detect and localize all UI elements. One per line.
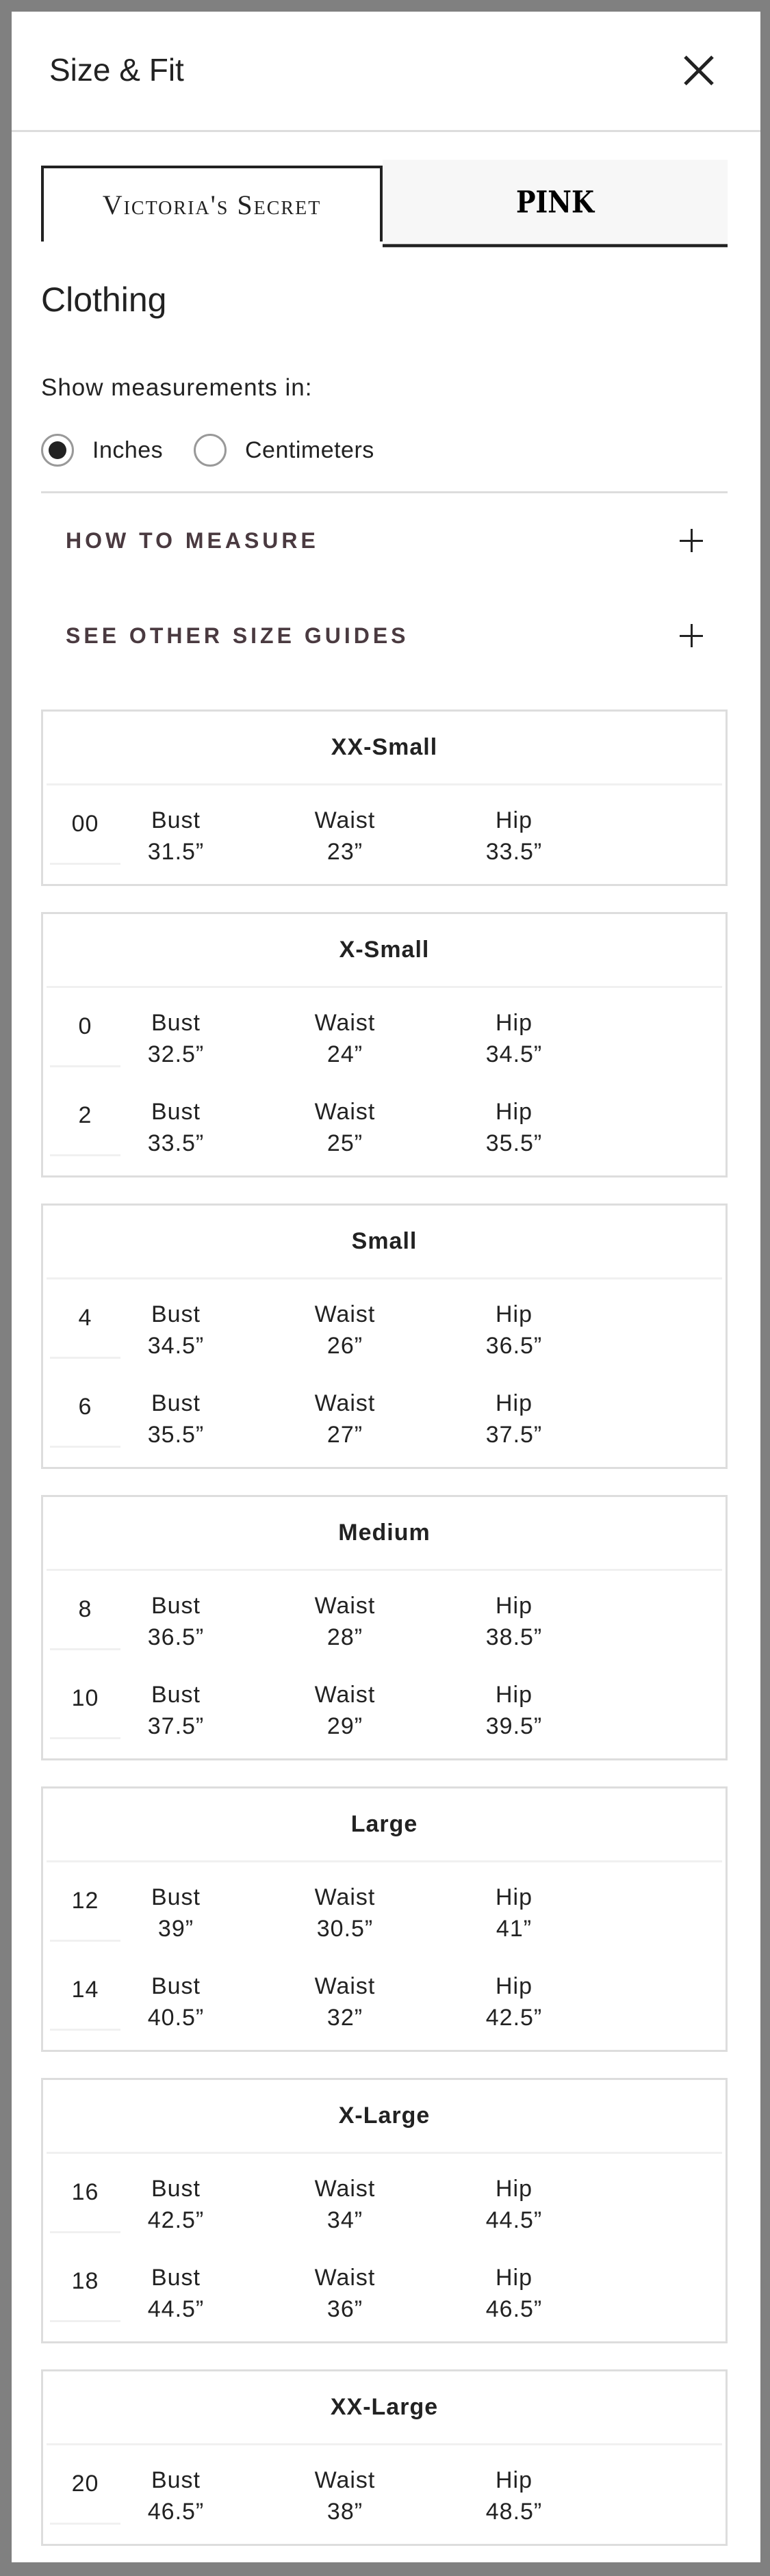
bust-label: Bust [151,2467,201,2493]
size-number: 12 [50,1862,120,1942]
bust-measurement [101,1970,251,2033]
size-group-card [41,912,728,1178]
modal-header [12,12,760,132]
divider [41,491,728,493]
hip-label: Hip [495,1973,533,1999]
hip-value: 46.5” [485,2296,543,2322]
waist-measurement [270,1388,420,1450]
waist-label: Waist [314,2467,376,2493]
bust-value: 35.5” [147,1422,205,1448]
accordion-other-size-guides[interactable] [41,598,728,673]
bust-measurement [101,1590,251,1653]
plus-icon[interactable] [680,529,703,552]
bust-label: Bust [151,1301,201,1327]
hip-measurement [439,2262,589,2325]
bust-measurement [101,2464,251,2527]
radio-checked-icon[interactable] [41,434,74,467]
size-group-title: XX-Small [47,712,722,785]
size-group-title: Small [47,1206,722,1279]
hip-value: 34.5” [485,1041,543,1067]
size-group-card [41,710,728,886]
waist-label: Waist [314,2265,376,2291]
accordion-label: HOW TO MEASURE [66,528,319,553]
bust-label: Bust [151,1099,201,1125]
bust-value: 34.5” [147,1333,205,1359]
bust-measurement [101,2173,251,2236]
bust-value: 46.5” [147,2499,205,2525]
bust-measurement [101,1299,251,1362]
waist-measurement [270,2262,420,2325]
size-row [47,785,722,874]
hip-value: 42.5” [485,2005,543,2031]
size-number: 4 [50,1279,120,1359]
hip-value: 35.5” [485,1130,543,1156]
size-number: 10 [50,1660,120,1739]
size-row [47,1368,722,1457]
hip-label: Hip [495,1099,533,1125]
waist-value: 27” [326,1422,363,1448]
units-label: Show measurements in: [41,374,313,401]
hip-value: 33.5” [485,839,543,865]
hip-label: Hip [495,2467,533,2493]
waist-measurement [270,805,420,868]
radio-inches-label: Inches [92,437,164,463]
waist-value: 36” [326,2296,363,2322]
section-title: Clothing [41,281,167,319]
radio-unchecked-icon[interactable] [194,434,227,467]
size-row [47,1571,722,1660]
hip-measurement [439,1970,589,2033]
hip-value: 44.5” [485,2207,543,2233]
size-row [47,1077,722,1166]
waist-label: Waist [314,807,376,833]
bust-value: 32.5” [147,1041,205,1067]
size-group-title: Medium [47,1497,722,1571]
hip-measurement [439,2173,589,2236]
tab-pink[interactable]: PINK [383,160,728,248]
hip-label: Hip [495,2265,533,2291]
bust-label: Bust [151,807,201,833]
hip-value: 38.5” [485,1624,543,1650]
hip-measurement [439,1679,589,1742]
bust-label: Bust [151,2265,201,2291]
bust-measurement [101,1679,251,1742]
waist-value: 38” [326,2499,363,2525]
hip-label: Hip [495,1390,533,1416]
close-icon[interactable] [681,53,717,88]
hip-value: 37.5” [485,1422,543,1448]
size-number: 6 [50,1368,120,1448]
bust-value: 40.5” [147,2005,205,2031]
bust-label: Bust [151,1390,201,1416]
hip-measurement [439,805,589,868]
waist-value: 28” [326,1624,363,1650]
size-row [47,1279,722,1368]
size-row [47,1660,722,1749]
size-row [47,988,722,1077]
bust-label: Bust [151,1593,201,1619]
size-number: 16 [50,2154,120,2233]
hip-measurement [439,1299,589,1362]
brand-tabs [41,166,728,242]
radio-centimeters[interactable] [194,434,374,467]
hip-measurement [439,1096,589,1159]
bust-value: 37.5” [147,1713,205,1739]
hip-label: Hip [495,1884,533,1910]
hip-measurement [439,1882,589,1944]
hip-measurement [439,1590,589,1653]
size-row [47,1862,722,1951]
size-number: 8 [50,1571,120,1650]
hip-measurement [439,1388,589,1450]
waist-label: Waist [314,2176,376,2202]
size-group-card [41,1204,728,1469]
hip-label: Hip [495,1301,533,1327]
size-number: 18 [50,2243,120,2322]
hip-value: 39.5” [485,1713,543,1739]
waist-measurement [270,1590,420,1653]
waist-value: 34” [326,2207,363,2233]
waist-value: 30.5” [316,1916,374,1942]
size-fit-modal [12,12,760,2562]
waist-label: Waist [314,1973,376,1999]
size-group-card [41,2078,728,2343]
radio-inches[interactable] [41,434,163,467]
modal-title: Size & Fit [49,52,184,88]
bust-value: 39” [157,1916,194,1942]
accordion-label: SEE OTHER SIZE GUIDES [66,623,409,648]
size-row [47,2445,722,2534]
bust-label: Bust [151,2176,201,2202]
hip-value: 48.5” [485,2499,543,2525]
bust-measurement [101,1882,251,1944]
waist-label: Waist [314,1884,376,1910]
hip-label: Hip [495,1593,533,1619]
size-group-card [41,1786,728,2052]
hip-label: Hip [495,2176,533,2202]
waist-value: 29” [326,1713,363,1739]
bust-measurement [101,1007,251,1070]
waist-label: Waist [314,1390,376,1416]
plus-icon[interactable] [680,624,703,647]
bust-measurement [101,2262,251,2325]
hip-measurement [439,2464,589,2527]
size-row [47,2243,722,2332]
size-group-card [41,2369,728,2546]
size-group-title: Large [47,1788,722,1862]
size-number: 0 [50,988,120,1067]
waist-measurement [270,1299,420,1362]
waist-value: 32” [326,2005,363,2031]
waist-label: Waist [314,1301,376,1327]
tab-victorias-secret[interactable]: Victoria's Secret [41,166,383,242]
bust-label: Bust [151,1682,201,1708]
waist-measurement [270,1970,420,2033]
radio-centimeters-label: Centimeters [245,437,374,463]
bust-value: 44.5” [147,2296,205,2322]
size-group-title: X-Large [47,2080,722,2154]
accordion-how-to-measure[interactable] [41,503,728,578]
size-number: 00 [50,785,120,865]
waist-measurement [270,2464,420,2527]
waist-label: Waist [314,1099,376,1125]
waist-measurement [270,1882,420,1944]
bust-value: 36.5” [147,1624,205,1650]
bust-measurement [101,1096,251,1159]
waist-value: 25” [326,1130,363,1156]
hip-measurement [439,1007,589,1070]
size-number: 2 [50,1077,120,1156]
size-row [47,2154,722,2243]
bust-label: Bust [151,1010,201,1036]
waist-measurement [270,1096,420,1159]
waist-value: 26” [326,1333,363,1359]
bust-value: 42.5” [147,2207,205,2233]
bust-measurement [101,805,251,868]
size-group-title: XX-Large [47,2371,722,2445]
waist-label: Waist [314,1010,376,1036]
waist-value: 23” [326,839,363,865]
hip-label: Hip [495,1682,533,1708]
bust-measurement [101,1388,251,1450]
bust-value: 33.5” [147,1130,205,1156]
hip-value: 36.5” [485,1333,543,1359]
size-number: 20 [50,2445,120,2525]
waist-label: Waist [314,1682,376,1708]
size-group-title: X-Small [47,914,722,988]
size-chart [41,710,728,2572]
hip-value: 41” [496,1916,532,1942]
bust-label: Bust [151,1973,201,1999]
waist-label: Waist [314,1593,376,1619]
waist-measurement [270,1007,420,1070]
hip-label: Hip [495,1010,533,1036]
size-number: 14 [50,1951,120,2031]
hip-label: Hip [495,807,533,833]
bust-label: Bust [151,1884,201,1910]
waist-value: 24” [326,1041,363,1067]
bust-value: 31.5” [147,839,205,865]
size-group-card [41,1495,728,1760]
waist-measurement [270,1679,420,1742]
size-row [47,1951,722,2040]
waist-measurement [270,2173,420,2236]
